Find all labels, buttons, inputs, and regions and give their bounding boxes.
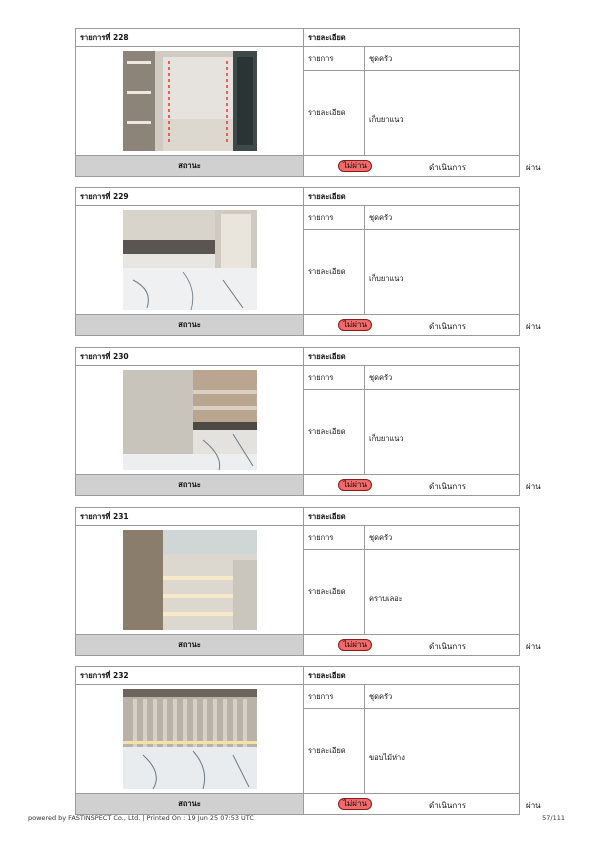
item-value: ชุดครัว bbox=[365, 685, 520, 709]
inspection-photo[interactable] bbox=[123, 51, 257, 151]
status-options bbox=[304, 635, 541, 656]
status-pass-option[interactable]: ผ่าน bbox=[526, 322, 541, 331]
photo-cell bbox=[76, 47, 304, 156]
item-title: รายการที่ 228 bbox=[76, 29, 304, 47]
detail-value: เก็บยาแนว bbox=[365, 230, 520, 315]
status-pass-option[interactable]: ผ่าน bbox=[526, 482, 541, 491]
status-fail-option[interactable]: ไม่ผ่าน bbox=[338, 798, 372, 810]
status-in-progress-option[interactable]: ดำเนินการ bbox=[429, 642, 466, 651]
status-options bbox=[304, 156, 541, 177]
footer-printed-info: powered by FASTINSPECT Co., Ltd. | Printed On : 19 Jun 25 07:53 UTC bbox=[28, 814, 254, 822]
photo-cell bbox=[76, 206, 304, 315]
status-label: สถานะ bbox=[76, 315, 304, 336]
item-label: รายการ bbox=[304, 526, 365, 550]
detail-label: รายละเอียด bbox=[304, 709, 365, 794]
item-title: รายการที่ 229 bbox=[76, 188, 304, 206]
detail-label: รายละเอียด bbox=[304, 550, 365, 635]
photo-cell bbox=[76, 526, 304, 635]
page-number: 57/111 bbox=[542, 814, 565, 822]
status-pass-option[interactable]: ผ่าน bbox=[526, 642, 541, 651]
inspection-card bbox=[75, 347, 541, 495]
item-label: รายการ bbox=[304, 366, 365, 390]
detail-label: รายละเอียด bbox=[304, 390, 365, 475]
status-options bbox=[304, 794, 541, 815]
detail-value: เก็บยาแนว bbox=[365, 390, 520, 475]
item-title: รายการที่ 230 bbox=[76, 348, 304, 366]
status-in-progress-option[interactable]: ดำเนินการ bbox=[429, 482, 466, 491]
details-header: รายละเอียด bbox=[304, 508, 520, 526]
inspection-card bbox=[75, 666, 541, 814]
item-value: ชุดครัว bbox=[365, 206, 520, 230]
photo-cell bbox=[76, 366, 304, 475]
details-header: รายละเอียด bbox=[304, 188, 520, 206]
detail-label: รายละเอียด bbox=[304, 71, 365, 156]
status-fail-option[interactable]: ไม่ผ่าน bbox=[338, 479, 372, 491]
status-pass-option[interactable]: ผ่าน bbox=[526, 801, 541, 810]
status-pass-option[interactable]: ผ่าน bbox=[526, 163, 541, 172]
item-title: รายการที่ 232 bbox=[76, 667, 304, 685]
detail-value: คราบเลอะ bbox=[365, 550, 520, 635]
item-label: รายการ bbox=[304, 47, 365, 71]
item-value: ชุดครัว bbox=[365, 526, 520, 550]
item-label: รายการ bbox=[304, 685, 365, 709]
item-label: รายการ bbox=[304, 206, 365, 230]
inspection-card bbox=[75, 507, 541, 655]
status-fail-option[interactable]: ไม่ผ่าน bbox=[338, 319, 372, 331]
status-fail-option[interactable]: ไม่ผ่าน bbox=[338, 639, 372, 651]
inspection-photo[interactable] bbox=[123, 210, 257, 310]
status-label: สถานะ bbox=[76, 475, 304, 496]
inspection-card bbox=[75, 28, 541, 176]
inspection-photo[interactable] bbox=[123, 689, 257, 789]
item-value: ชุดครัว bbox=[365, 366, 520, 390]
status-in-progress-option[interactable]: ดำเนินการ bbox=[429, 163, 466, 172]
status-options bbox=[304, 315, 541, 336]
details-header: รายละเอียด bbox=[304, 348, 520, 366]
item-title: รายการที่ 231 bbox=[76, 508, 304, 526]
detail-label: รายละเอียด bbox=[304, 230, 365, 315]
status-in-progress-option[interactable]: ดำเนินการ bbox=[429, 801, 466, 810]
status-label: สถานะ bbox=[76, 156, 304, 177]
status-label: สถานะ bbox=[76, 635, 304, 656]
status-options bbox=[304, 475, 541, 496]
photo-cell bbox=[76, 685, 304, 794]
detail-value: ขอบไม้ห่าง bbox=[365, 709, 520, 794]
details-header: รายละเอียด bbox=[304, 667, 520, 685]
inspection-photo[interactable] bbox=[123, 370, 257, 470]
details-header: รายละเอียด bbox=[304, 29, 520, 47]
inspection-card bbox=[75, 187, 541, 335]
item-value: ชุดครัว bbox=[365, 47, 520, 71]
detail-value: เก็บยาแนว bbox=[365, 71, 520, 156]
status-in-progress-option[interactable]: ดำเนินการ bbox=[429, 322, 466, 331]
status-label: สถานะ bbox=[76, 794, 304, 815]
status-fail-option[interactable]: ไม่ผ่าน bbox=[338, 160, 372, 172]
inspection-photo[interactable] bbox=[123, 530, 257, 630]
